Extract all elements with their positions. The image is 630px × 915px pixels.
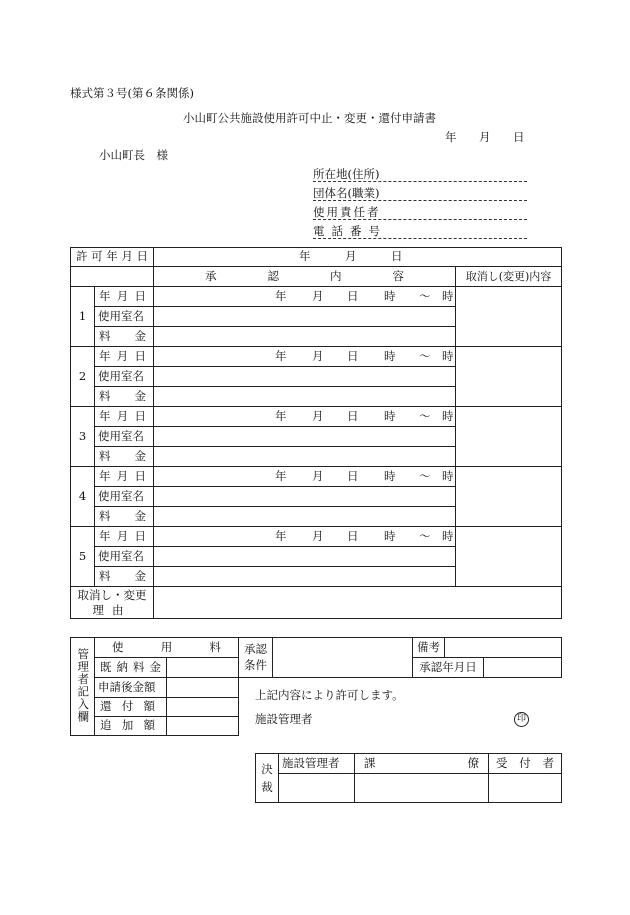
permit-date-label: 許 可 年 月 日 [71,248,154,267]
approval-date-label: 承認年月日 [413,658,484,678]
blank-header-cell [71,267,154,287]
entry-number: 5 [71,527,95,587]
decision-section: 課 僚 [355,754,489,774]
date-unit: 時 [442,528,454,543]
entry-date-field[interactable] [154,527,456,547]
remarks-label: 備考 [413,638,445,658]
entry-room-field[interactable] [154,427,456,447]
date-unit: ～ [419,348,431,363]
applicant-phone-label: 電話番号 [313,224,387,238]
entry-room-label: 使用室名 [95,427,154,447]
decision-receiver: 受 付 者 [489,754,562,774]
form-number: 様式第３号(第６条関係) [70,86,194,100]
applicant-phone-line[interactable] [313,238,527,239]
entry-fee-label: 料 金 [95,507,154,527]
additional-amount-field[interactable] [167,717,239,736]
date-unit: 年 [275,408,287,423]
entry-number: 2 [71,347,95,407]
date-unit: 時 [442,468,454,483]
date-unit: 年 [275,468,287,483]
admin-side-label: 管理者記入欄 [71,638,95,736]
date-year: 年 [445,130,457,144]
addressee: 小山町長 様 [99,148,168,162]
post-amount-label: 申請後金額 [95,678,167,698]
date-unit: 時 [384,468,396,483]
entry-date-field[interactable] [154,467,456,487]
date-unit: 日 [347,408,359,423]
admin-table [70,637,562,736]
date-unit: 時 [384,288,396,303]
date-unit: 月 [312,288,324,303]
date-month: 月 [479,130,491,144]
entry-date-label: 年 月 日 [95,287,154,307]
entry-row [71,407,562,427]
entry-date-label: 年 月 日 [95,347,154,367]
entry-fee-field[interactable] [154,567,456,587]
entry-fee-field[interactable] [154,507,456,527]
entry-fee-label: 料 金 [95,567,154,587]
date-day: 日 [513,130,525,144]
date-unit: 日 [347,528,359,543]
entry-row [71,347,562,367]
paid-fee-field[interactable] [167,658,239,678]
date-unit: 時 [384,408,396,423]
approval-date-field[interactable] [484,658,562,678]
entry-cancel-field[interactable] [456,407,562,467]
post-amount-field[interactable] [167,678,239,698]
date-unit: 月 [312,408,324,423]
decision-section-stamp[interactable] [355,774,489,803]
entry-fee-field[interactable] [154,447,456,467]
entry-date-label: 年 月 日 [95,467,154,487]
date-unit: 年 [275,288,287,303]
entry-cancel-field[interactable] [456,467,562,527]
decision-label: 決 裁 [256,754,279,803]
entry-row [71,527,562,547]
entry-room-field[interactable] [154,547,456,567]
main-table [70,247,562,619]
seal-mark: 印 [514,712,529,727]
remarks-field[interactable] [445,638,562,658]
facility-manager-label: 施設管理者 [255,712,313,726]
date-unit: 日 [347,348,359,363]
paid-fee-label: 既 納 料 金 [95,658,167,678]
date-unit: 月 [312,468,324,483]
approval-header: 承 認 内 容 [154,267,456,287]
entry-row [71,467,562,487]
approval-condition-label: 承認 条件 [239,638,273,678]
entry-cancel-field[interactable] [456,347,562,407]
entry-date-field[interactable] [154,347,456,367]
reason-label: 取消し・変更 理由 [71,587,154,619]
applicant-person-label: 使用責任者 [313,205,381,219]
permit-statement: 上記内容により許可します。 [255,688,404,702]
permit-date-value[interactable]: 年 月 日 [154,248,562,267]
date-unit: 日 [347,468,359,483]
entry-date-field[interactable] [154,407,456,427]
date-unit: 年 [275,528,287,543]
entry-number: 3 [71,407,95,467]
entry-room-field[interactable] [154,367,456,387]
date-unit: 月 [312,348,324,363]
date-unit: ～ [419,408,431,423]
entry-room-label: 使用室名 [95,487,154,507]
entry-room-field[interactable] [154,487,456,507]
permit-statement-cell [239,678,562,736]
entry-date-field[interactable] [154,287,456,307]
entry-number: 4 [71,467,95,527]
date-unit: ～ [419,528,431,543]
additional-amount-label: 追 加 額 [95,717,167,736]
entry-number: 1 [71,287,95,347]
entry-cancel-field[interactable] [456,527,562,587]
decision-table [255,753,562,803]
entry-cancel-field[interactable] [456,287,562,347]
date-unit: 時 [384,528,396,543]
entry-fee-field[interactable] [154,327,456,347]
entry-date-label: 年 月 日 [95,527,154,547]
entry-fee-label: 料 金 [95,447,154,467]
entry-fee-label: 料 金 [95,387,154,407]
form-title: 小山町公共施設使用許可中止・変更・還付申請書 [183,111,436,125]
refund-amount-label: 還 付 額 [95,698,167,717]
entry-room-label: 使用室名 [95,367,154,387]
applicant-org-label: 団体名(職業) [313,186,380,200]
decision-receiver-stamp[interactable] [489,774,562,803]
entry-room-label: 使用室名 [95,547,154,567]
date-unit: 時 [442,408,454,423]
cancel-header: 取消し(変更)内容 [456,267,562,287]
entry-fee-field[interactable] [154,387,456,407]
date-unit: 時 [442,348,454,363]
date-unit: 日 [347,288,359,303]
applicant-address-label: 所在地(住所) [313,167,380,181]
applicant-person-line[interactable] [313,219,527,220]
entry-room-field[interactable] [154,307,456,327]
entry-room-label: 使用室名 [95,307,154,327]
date-unit: ～ [419,288,431,303]
applicant-org-line[interactable] [313,200,527,201]
date-unit: 時 [384,348,396,363]
usage-fee-label: 使 用 料 [95,638,239,658]
approval-condition-field[interactable] [273,638,413,678]
applicant-address-line[interactable] [313,181,527,182]
date-unit: ～ [419,468,431,483]
date-unit: 年 [275,348,287,363]
decision-facility-manager: 施設管理者 [279,754,355,774]
decision-facility-manager-stamp[interactable] [279,774,355,803]
reason-field[interactable] [154,587,562,619]
entry-date-label: 年 月 日 [95,407,154,427]
date-unit: 時 [442,288,454,303]
entry-row [71,287,562,307]
entry-fee-label: 料 金 [95,327,154,347]
date-unit: 月 [312,528,324,543]
refund-amount-field[interactable] [167,698,239,717]
